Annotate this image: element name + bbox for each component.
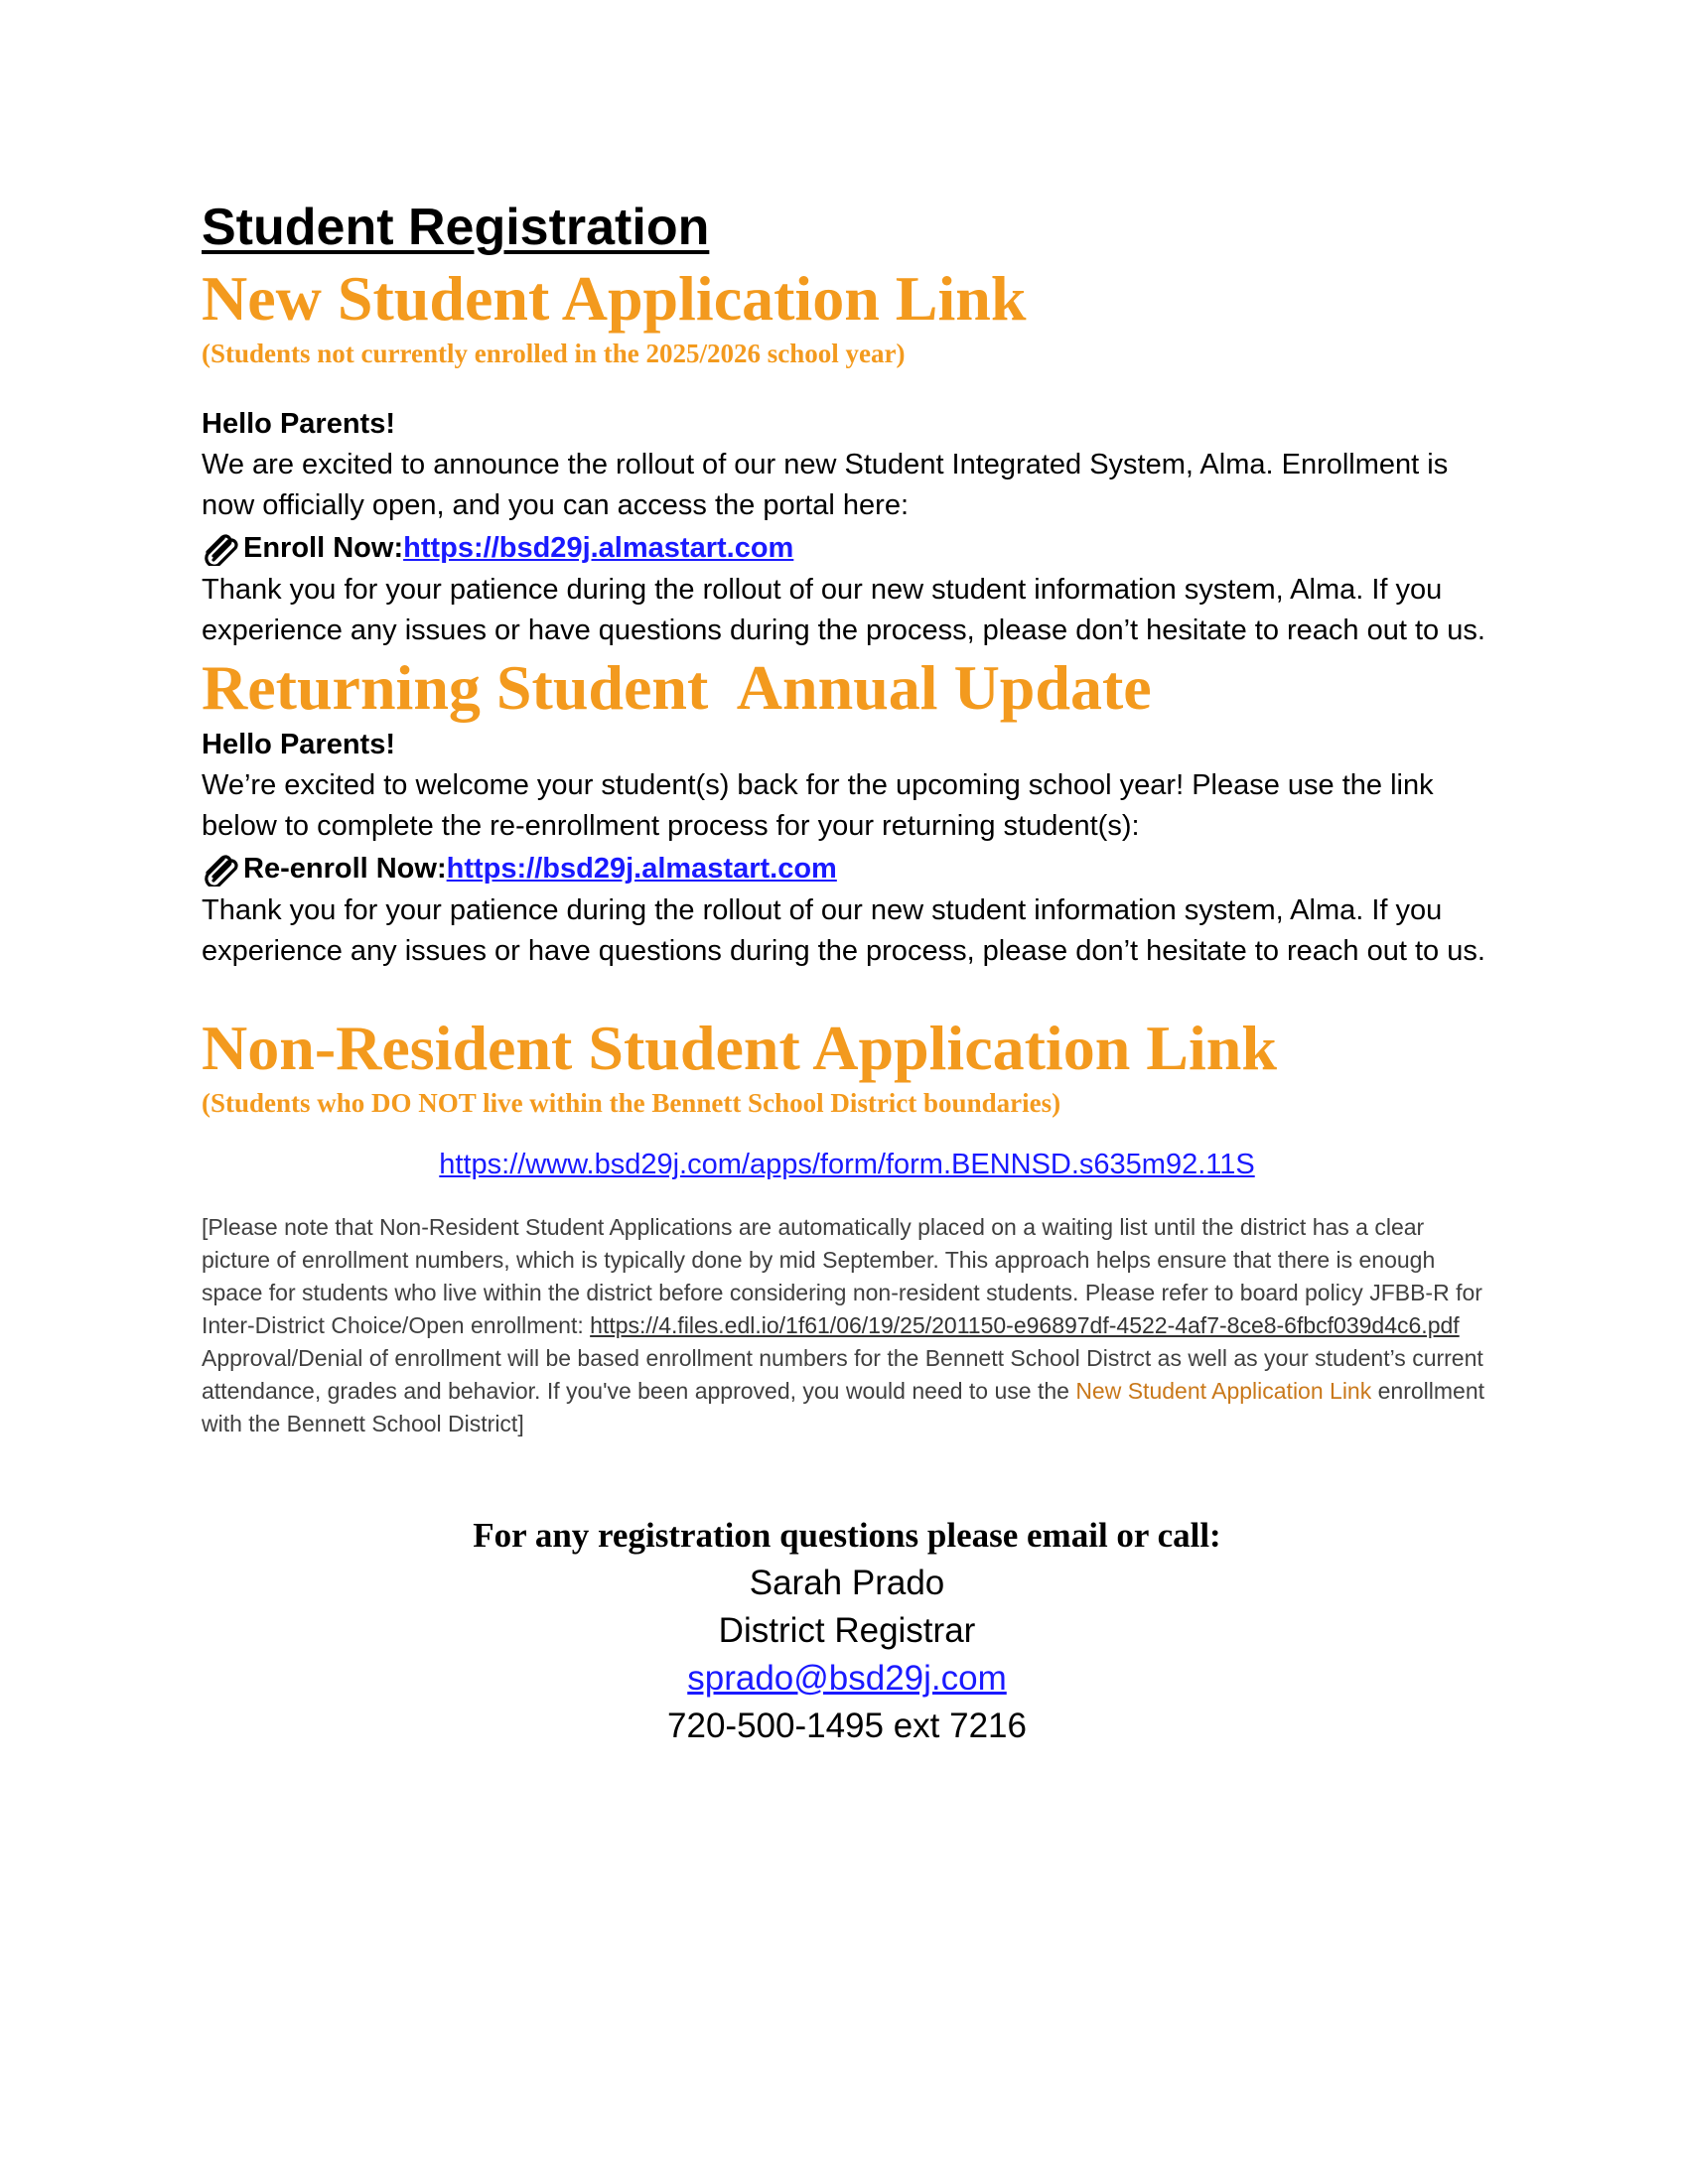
contact-role: District Registrar: [718, 1611, 976, 1650]
new-student-section: [202, 262, 1492, 651]
contact-name: Sarah Prado: [749, 1564, 945, 1602]
returning-student-section: [202, 651, 1492, 972]
new-student-intro: We are excited to announce the rollout of our new Student Integrated System, Alma. Enrollment is now officially open, and you can access the portal here:: [202, 449, 1449, 521]
contact-heading: For any registration questions please email or call:: [473, 1516, 1221, 1555]
new-student-thanks: Thank you for your patience during the rollout of our new student information system, Alma. If you experience any issues or have questions during the process, please don’t hesitate to reach out to us.: [202, 574, 1485, 646]
enroll-now-link[interactable]: https://bsd29j.almastart.com: [403, 532, 794, 564]
fine-print-text-2: Approval/Denial of enrollment will be based enrollment numbers for the Bennett School Distrct as well as your student’s current attendance, grades and behavior. If you've been approved, you would need to use the: [202, 1345, 1483, 1404]
policy-link[interactable]: https://4.files.edl.io/1f61/06/19/25/201150-e96897df-4522-4af7-8ce8-6fbcf039d4c6.pdf: [590, 1312, 1460, 1338]
non-resident-fine-print: [202, 1211, 1492, 1440]
page-title: Student Registration: [202, 199, 710, 256]
returning-student-intro: We’re excited to welcome your student(s) back for the upcoming school year! Please use the link below to complete the re-enrollment process for your returning student(s):: [202, 769, 1434, 842]
non-resident-form-line: [202, 1145, 1492, 1184]
fine-print-text-1: [Please note that Non-Resident Student Applications are automatically placed on a waiting list until the district has a clear picture of enrollment numbers, which is typically done by mid September. This approach helps ensure that there is enough space for students who live within the district before considering non-resident students. Please refer to board policy JFBB-R for Inter-District Choice/Open enrollment:: [202, 1214, 1482, 1338]
new-student-heading: New Student Application Link: [202, 263, 1027, 334]
enroll-now-label: Enroll Now:: [243, 532, 404, 564]
reenroll-now-link[interactable]: https://bsd29j.almastart.com: [446, 853, 837, 885]
document-page: [202, 197, 1492, 1750]
non-resident-note: (Students who DO NOT live within the Bennett School District boundaries): [202, 1088, 1061, 1118]
contact-email-line: [202, 1655, 1492, 1703]
non-resident-heading: Non-Resident Student Application Link: [202, 1013, 1277, 1083]
contact-phone: 720-500-1495 ext 7216: [667, 1706, 1027, 1745]
enroll-now-line: [202, 526, 1492, 570]
non-resident-form-link[interactable]: https://www.bsd29j.com/apps/form/form.BENNSD.s635m92.11S: [439, 1149, 1255, 1180]
non-resident-section: [202, 1012, 1492, 1440]
new-student-greeting: Hello Parents!: [202, 408, 395, 440]
paperclip-icon: [202, 530, 241, 566]
reenroll-now-label: Re-enroll Now:: [243, 853, 447, 885]
paperclip-icon: [202, 851, 241, 887]
fine-print-text-3: enrollment with the Bennett School District]: [202, 1378, 1485, 1436]
returning-student-greeting: Hello Parents!: [202, 729, 395, 760]
returning-student-heading: Returning Student Annual Update: [202, 652, 1152, 723]
new-student-note: (Students not currently enrolled in the 2025/2026 school year): [202, 339, 906, 368]
contact-block: [202, 1512, 1492, 1750]
returning-student-thanks: Thank you for your patience during the rollout of our new student information system, Alma. If you experience any issues or have questions during the process, please don’t hesitate to reach out to us.: [202, 894, 1485, 967]
contact-email-link[interactable]: sprado@bsd29j.com: [687, 1659, 1007, 1698]
new-student-application-reference: New Student Application Link: [1075, 1378, 1372, 1404]
reenroll-now-line: [202, 847, 1492, 890]
